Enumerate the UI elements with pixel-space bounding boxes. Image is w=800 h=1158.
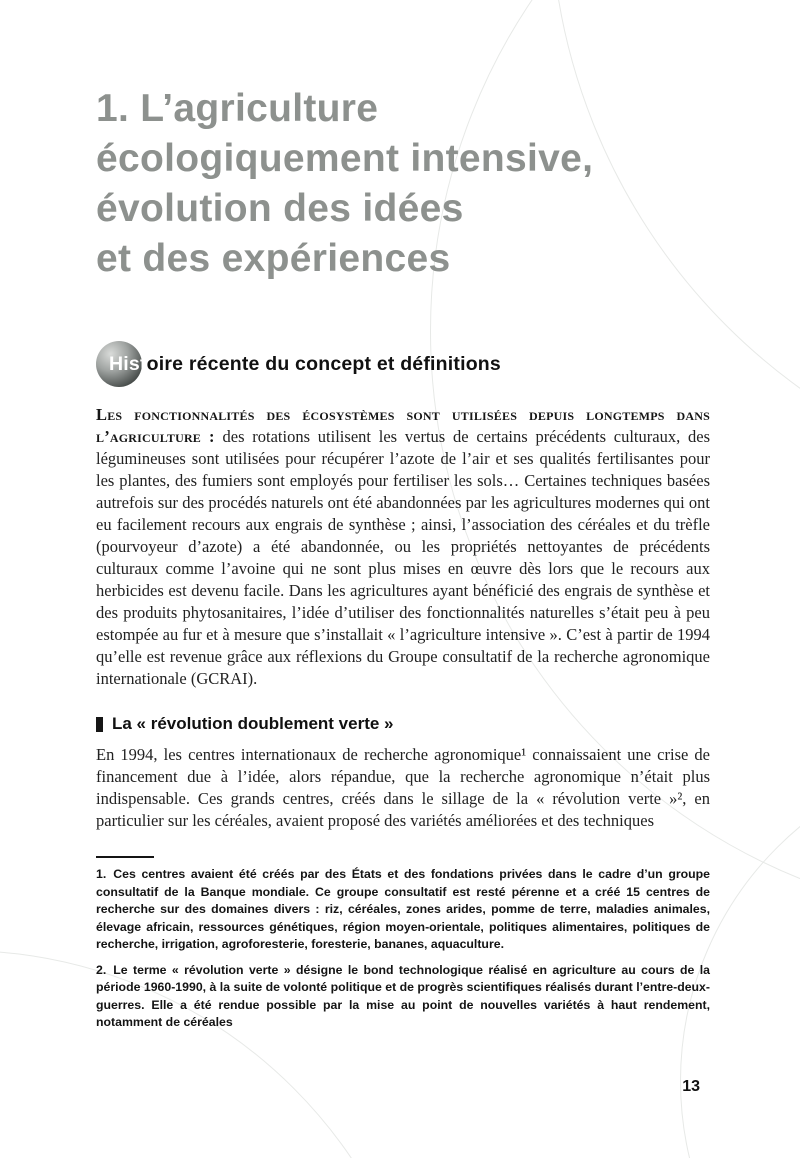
- footnote: [96, 866, 710, 954]
- chapter-title: [96, 84, 710, 284]
- footnote-divider: [96, 856, 154, 858]
- paragraph-body: En 1994, les centres internationaux de recherche agronomique¹ connaissaient une crise de financement due à l’idée, alors répandue, que la recherche agronomique n’était plus indispensable. Ces grands centres, créés dans le sillage de la « révolution verte »², en particulier sur les céréales, avaient proposé des variétés améliorées et des techniques: [96, 745, 710, 830]
- section-heading-text: [96, 340, 710, 388]
- section-heading-rest: oire récente du concept et définitions: [146, 353, 501, 375]
- chapter-title-line: écologiquement intensive,: [96, 137, 594, 180]
- section-heading: [96, 340, 710, 388]
- footnote-number: 2.: [96, 962, 107, 977]
- footnote-text: Ces centres avaient été créés par des États et des fondations privées dans le cadre d’un groupe consultatif de la Banque mondiale. Ce groupe consultatif est resté pérenne et a créé 15 centres de recherche sur des domaines divers : riz, céréales, zones arides, pomme de terre, maladies animales, élevage africain, ressources génétiques, région moyen-orientale, politiques alimentaires, politiques de recherche, irrigation, agroforesterie, foresterie, bananes, aquaculture.: [96, 867, 710, 951]
- subsection-heading-text: La « révolution doublement verte »: [112, 714, 394, 733]
- paragraph-intro-text: des rotations utilisent les vertus de certains précédents culturaux, des légumineuses sont utilisées pour récupérer l’azote de l’air et ses qualités fertilisantes pour les plantes, des fumiers sont employés pour fertiliser les sols… Certaines techniques basées autrefois sur des procédés naturels ont été abandonnées par les agricultures modernes qui ont eu facilement recours aux engrais de synthèse ; ainsi, l’association des céréales et du trèfle (pourvoyeur d’azote) a été abandonnée, ou les propriétés nettoyantes de précédents culturaux comme l’avoine qui ne sont plus mises en œuvre dès lors que le recours aux herbicides est devenu facile. Dans les agricultures ayant bénéficié des engrais de synthèse et des produits phytosanitaires, l’idée d’utiliser des fonctionnalités naturelles s’était peu à peu estompée au fur et à mesure que s’installait « l’agriculture intensive ». C’est à partir de 1994 qu’elle est revenue grâce aux réflexions du Groupe consultatif de la recherche agronomique internationale (GCRAI).: [96, 427, 710, 688]
- section-heading-onball: Hist: [109, 353, 147, 375]
- paragraph-intro: [96, 404, 710, 690]
- chapter-title-line: évolution des idées: [96, 187, 464, 230]
- page-number: 13: [682, 1078, 700, 1095]
- subsection-heading: [96, 714, 710, 734]
- page-content: [96, 0, 710, 1032]
- footnote-number: 1.: [96, 867, 107, 881]
- footnotes: [96, 866, 710, 1032]
- chapter-title-line: et des expériences: [96, 237, 451, 280]
- subsection-marker-icon: [96, 717, 103, 732]
- footnote: [96, 962, 710, 1032]
- footnote-text: Le terme « révolution verte » désigne le bond technologique réalisé en agriculture au cours de la période 1960-1990, à la suite de volonté politique et de progrès scientifiques réalisés durant l’entre-deux-guerres. Elle a été rendue possible par la mise au point de nouvelles variétés à haut rendement, notamment de céréales: [96, 962, 710, 1029]
- chapter-title-line: 1. L’agriculture: [96, 87, 379, 130]
- lead-smallcaps: Les fonctionnalités des écosystèmes sont utilisées depuis longtemps dans l’agriculture :: [96, 405, 710, 446]
